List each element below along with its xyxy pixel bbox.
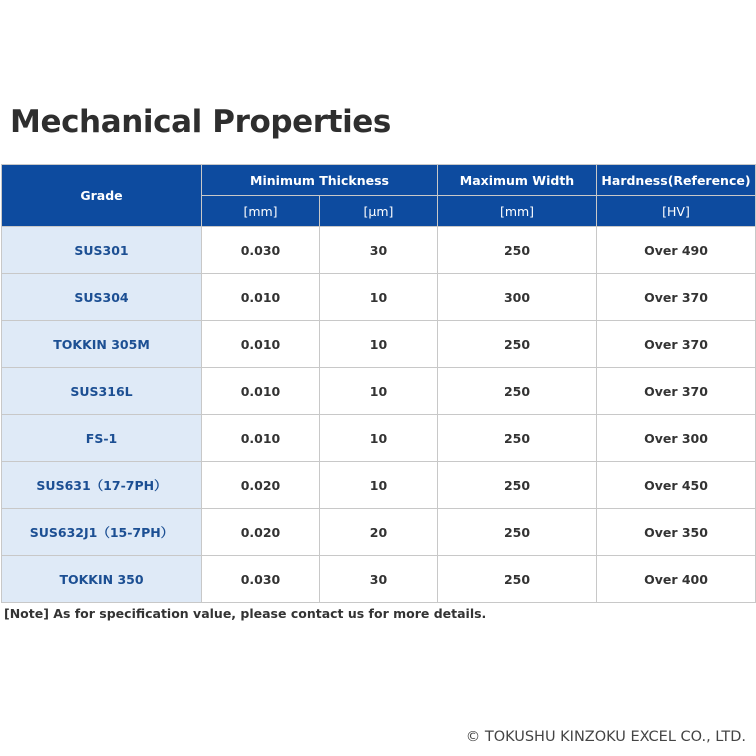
grade-cell: SUS631（17-7PH）	[2, 462, 202, 509]
thickness-mm-cell: 0.030	[202, 556, 320, 603]
header-minimum-thickness: Minimum Thickness	[202, 165, 438, 196]
table-row	[2, 556, 756, 603]
thickness-um-cell: 10	[320, 462, 438, 509]
grade-cell: SUS304	[2, 274, 202, 321]
thickness-mm-cell: 0.010	[202, 274, 320, 321]
thickness-um-cell: 10	[320, 368, 438, 415]
copyright-text: © TOKUSHU KINZOKU EXCEL CO., LTD.	[465, 729, 746, 745]
grade-cell: SUS632J1（15-7PH）	[2, 509, 202, 556]
header-unit-mm: [mm]	[202, 196, 320, 227]
thickness-mm-cell: 0.030	[202, 227, 320, 274]
thickness-mm-cell: 0.010	[202, 368, 320, 415]
width-mm-cell: 250	[438, 227, 597, 274]
thickness-mm-cell: 0.010	[202, 321, 320, 368]
table-header	[2, 165, 756, 227]
header-unit-hv: [HV]	[597, 196, 756, 227]
hardness-cell: Over 300	[597, 415, 756, 462]
thickness-um-cell: 30	[320, 227, 438, 274]
width-mm-cell: 250	[438, 509, 597, 556]
thickness-um-cell: 10	[320, 321, 438, 368]
hardness-cell: Over 450	[597, 462, 756, 509]
width-mm-cell: 250	[438, 556, 597, 603]
header-hardness: Hardness(Reference)	[597, 165, 756, 196]
header-unit-um: [μm]	[320, 196, 438, 227]
table-row	[2, 227, 756, 274]
width-mm-cell: 250	[438, 462, 597, 509]
width-mm-cell: 250	[438, 368, 597, 415]
specification-note: [Note] As for specification value, please contact us for more details.	[4, 606, 487, 621]
mechanical-properties-table	[1, 164, 756, 603]
thickness-mm-cell: 0.020	[202, 509, 320, 556]
header-maximum-width: Maximum Width	[438, 165, 597, 196]
grade-cell: SUS301	[2, 227, 202, 274]
width-mm-cell: 250	[438, 415, 597, 462]
table-row	[2, 509, 756, 556]
grade-cell: FS-1	[2, 415, 202, 462]
header-unit-width-mm: [mm]	[438, 196, 597, 227]
hardness-cell: Over 370	[597, 368, 756, 415]
width-mm-cell: 250	[438, 321, 597, 368]
thickness-um-cell: 30	[320, 556, 438, 603]
page-title: Mechanical Properties	[10, 104, 391, 140]
hardness-cell: Over 400	[597, 556, 756, 603]
thickness-mm-cell: 0.010	[202, 415, 320, 462]
table-row	[2, 415, 756, 462]
hardness-cell: Over 370	[597, 321, 756, 368]
grade-cell: TOKKIN 305M	[2, 321, 202, 368]
thickness-um-cell: 10	[320, 415, 438, 462]
thickness-um-cell: 20	[320, 509, 438, 556]
thickness-mm-cell: 0.020	[202, 462, 320, 509]
header-grade: Grade	[2, 165, 202, 227]
thickness-um-cell: 10	[320, 274, 438, 321]
width-mm-cell: 300	[438, 274, 597, 321]
table-row	[2, 368, 756, 415]
table-row	[2, 321, 756, 368]
grade-cell: TOKKIN 350	[2, 556, 202, 603]
hardness-cell: Over 490	[597, 227, 756, 274]
hardness-cell: Over 370	[597, 274, 756, 321]
table-row	[2, 462, 756, 509]
table-body	[2, 227, 756, 603]
grade-cell: SUS316L	[2, 368, 202, 415]
table-row	[2, 274, 756, 321]
hardness-cell: Over 350	[597, 509, 756, 556]
